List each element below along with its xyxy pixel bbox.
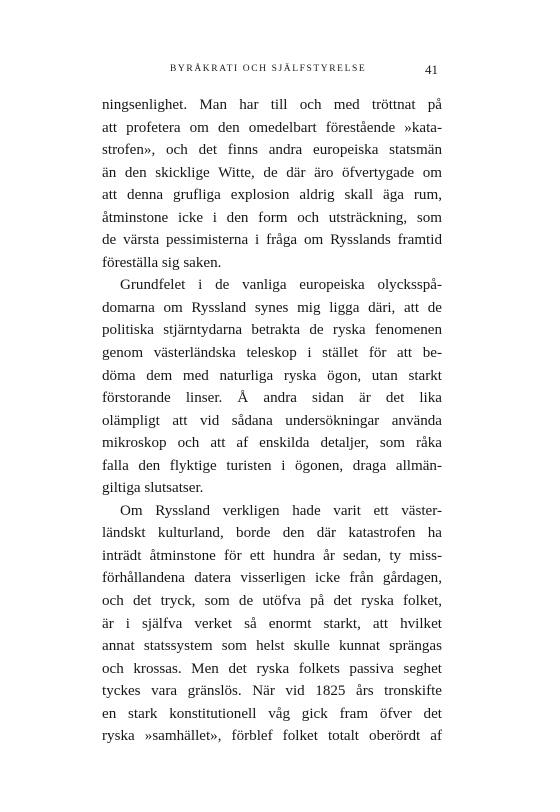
text-line: och det tryck, som de utöfva på det ryska folket, xyxy=(102,593,442,610)
body-text xyxy=(102,94,442,748)
text-line: att denna grufliga explosion aldrig skall äga rum, xyxy=(102,187,442,204)
text-line: förhållandena datera visserligen icke från gårdagen, xyxy=(102,570,442,587)
text-line: är i själfva verket så enormt starkt, att hvilket xyxy=(102,615,442,632)
text-line: föreställa sig saken. xyxy=(102,254,222,271)
text-line: döma dem med naturliga ryska ögon, utan starkt xyxy=(102,367,442,384)
text-line: en stark konstitutionell våg gick fram öfver det xyxy=(102,705,442,722)
text-line: genom västerländska teleskop i stället för att be- xyxy=(102,345,442,362)
text-line: och krossas. Men det ryska folkets passiva seghet xyxy=(102,660,442,677)
text-line: giltiga slutsatser. xyxy=(102,480,204,497)
running-head xyxy=(0,62,560,80)
text-line: åtminstone icke i den form och utsträckning, som xyxy=(102,209,442,226)
text-line: ningsenlighet. Man har till och med tröttnat på xyxy=(102,97,442,113)
text-line: strofen», och det finns andra europeiska statsmän xyxy=(102,142,442,159)
text-line: ryska »samhället», förblef folket totalt oberördt af xyxy=(102,728,442,745)
text-line: mikroskop och att af enskilda detaljer, som råka xyxy=(102,435,442,452)
text-line: ländskt kulturland, borde den där katastrofen ha xyxy=(102,525,442,542)
text-line: inträdt åtminstone för ett hundra år sedan, ty miss- xyxy=(102,547,442,564)
text-line: tyckes vara gränslös. När vid 1825 års tronskifte xyxy=(102,683,442,700)
text-line: domarna om Ryssland synes mig ligga däri, att de xyxy=(102,299,442,316)
text-line: annat statssystem som helst skulle kunnat sprängas xyxy=(102,638,442,655)
text-line: förstorande linser. Å andra sidan är det lika xyxy=(102,390,442,407)
running-title: BYRÅKRATI OCH SJÄLFSTYRELSE xyxy=(170,64,367,74)
text-line: politiska stjärntydarna betrakta de ryska fenomenen xyxy=(102,322,442,339)
text-line: än den skicklige Witte, de där äro öfvertygade om xyxy=(102,164,442,181)
text-line: olämpligt att vid sådana undersökningar använda xyxy=(102,412,442,429)
text-line: Om Ryssland verkligen hade varit ett väster- xyxy=(120,502,442,519)
text-line: att profetera om den omedelbart förestående »kata- xyxy=(102,119,442,136)
text-line: Grundfelet i de vanliga europeiska olycksspå- xyxy=(120,277,442,294)
text-line: falla den flyktige turisten i ögonen, draga allmän- xyxy=(102,457,442,474)
page-number: 41 xyxy=(425,62,438,77)
text-line: de värsta pessimisterna i fråga om Rysslands framtid xyxy=(102,232,442,249)
